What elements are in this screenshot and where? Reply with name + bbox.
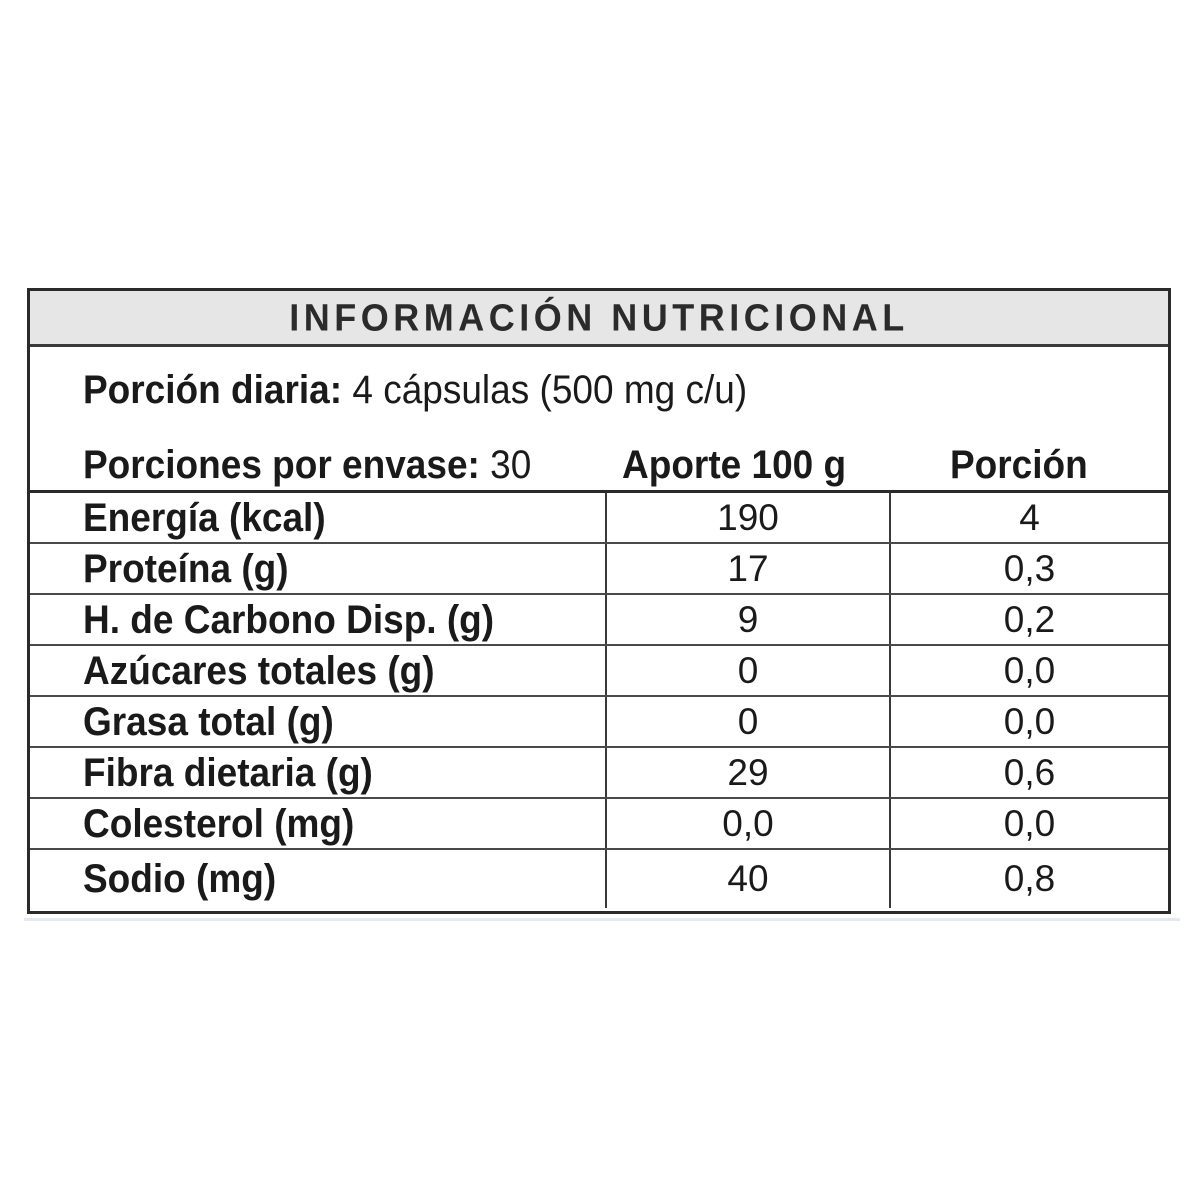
value-per-100g: 9 <box>605 595 889 644</box>
table-row <box>30 748 1168 799</box>
nutrient-table <box>30 490 1168 908</box>
nutrient-name: Sodio (mg) <box>83 856 277 901</box>
value-per-100g: 0 <box>605 646 889 695</box>
value-per-portion: 4 <box>889 493 1168 542</box>
title-bar <box>30 291 1168 347</box>
nutrient-name: Azúcares totales (g) <box>83 647 435 693</box>
value-per-portion: 0,0 <box>889 697 1168 746</box>
column-header-per-100g: Aporte 100 g <box>622 442 847 487</box>
value-per-100g: 29 <box>605 748 889 797</box>
value-per-100g: 190 <box>605 493 889 542</box>
column-header-per-portion: Porción <box>950 442 1088 487</box>
value-per-portion: 0,6 <box>889 748 1168 797</box>
nutrient-name: Grasa total (g) <box>83 698 334 744</box>
serving-size-label: Porción diaria: <box>83 367 343 412</box>
nutrient-name: H. de Carbono Disp. (g) <box>83 596 495 642</box>
nutrient-name: Proteína (g) <box>83 545 289 591</box>
table-row <box>30 544 1168 595</box>
servings-per-container-value: 30 <box>490 442 532 487</box>
value-per-portion: 0,3 <box>889 544 1168 593</box>
value-per-portion: 0,2 <box>889 595 1168 644</box>
nutrient-name: Energía (kcal) <box>83 494 326 540</box>
nutrient-name: Fibra dietaria (g) <box>83 749 373 795</box>
value-per-100g: 40 <box>605 850 889 908</box>
table-row <box>30 850 1168 908</box>
servings-per-container-line <box>83 442 531 487</box>
panel-shadow <box>24 918 1180 921</box>
serving-size-value: 4 cápsulas (500 mg c/u) <box>352 367 748 412</box>
value-per-100g: 0 <box>605 697 889 746</box>
table-row <box>30 646 1168 697</box>
nutrition-facts-panel <box>27 288 1171 914</box>
table-row <box>30 799 1168 850</box>
value-per-portion: 0,0 <box>889 799 1168 848</box>
serving-size-line <box>83 367 747 412</box>
value-per-portion: 0,0 <box>889 646 1168 695</box>
value-per-portion: 0,8 <box>889 850 1168 908</box>
value-per-100g: 17 <box>605 544 889 593</box>
table-row <box>30 595 1168 646</box>
servings-per-container-label: Porciones por envase: <box>83 442 480 487</box>
table-row <box>30 697 1168 748</box>
nutrient-name: Colesterol (mg) <box>83 800 355 846</box>
table-row <box>30 493 1168 544</box>
value-per-100g: 0,0 <box>605 799 889 848</box>
panel-title: INFORMACIÓN NUTRICIONAL <box>289 295 909 339</box>
